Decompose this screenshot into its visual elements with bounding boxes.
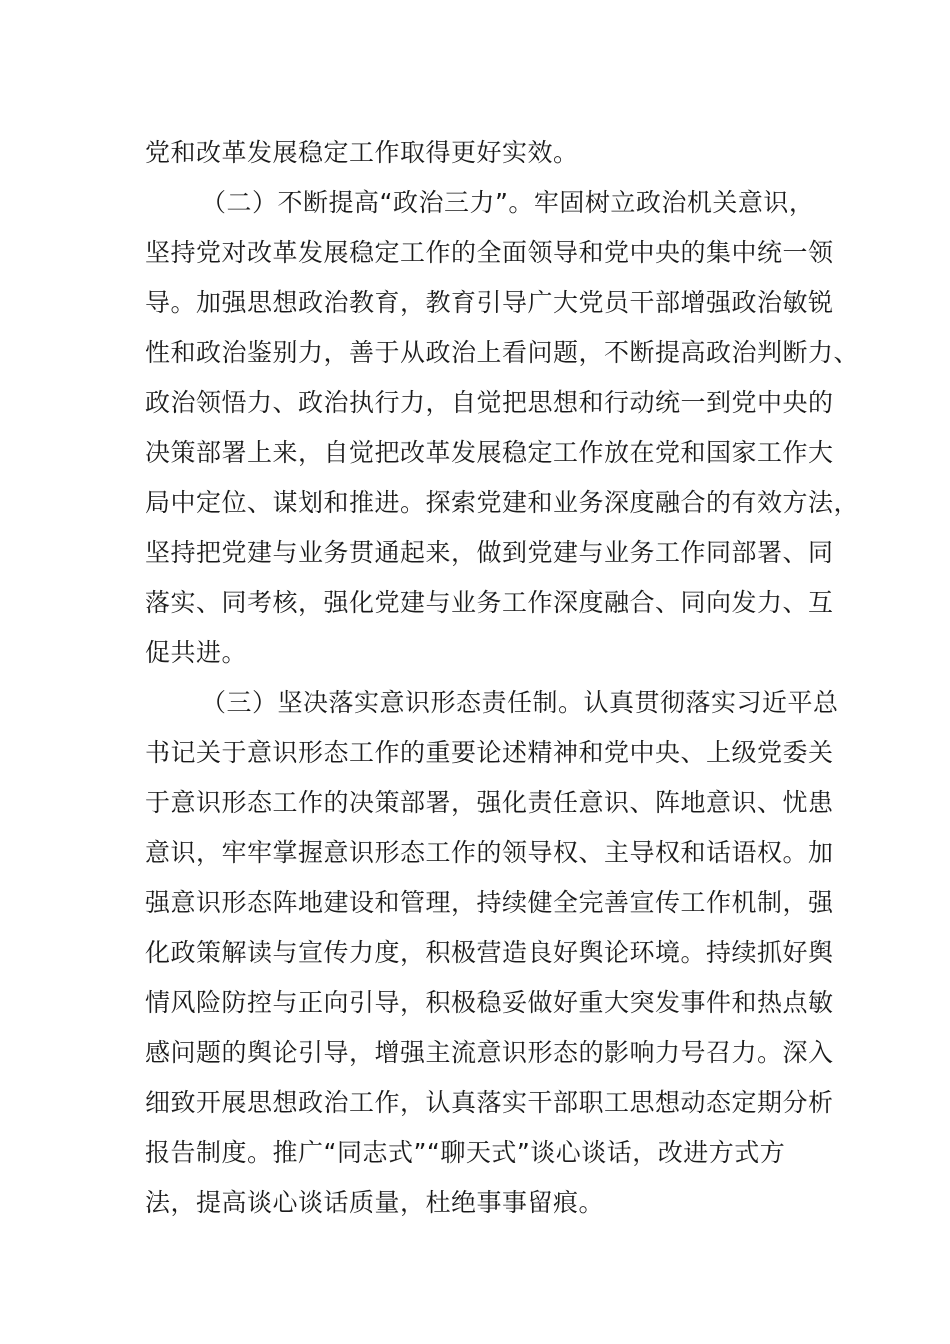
text-line: 坚持把党建与业务贯通起来，做到党建与业务工作同部署、同 bbox=[145, 538, 834, 567]
text-line: 细致开展思想政治工作，认真落实干部职工思想动态定期分析 bbox=[145, 1088, 834, 1117]
text-line: 意识，牢牢掌握意识形态工作的领导权、主导权和话语权。加 bbox=[145, 838, 834, 867]
paragraph-heading-2: （二）不断提高“政治三力”。牢固树立政治机关意识， bbox=[201, 188, 815, 217]
text-line: 化政策解读与宣传力度，积极营造良好舆论环境。持续抓好舆 bbox=[145, 938, 834, 967]
text-line: 报告制度。推广“同志式”“聊天式”谈心谈话，改进方式方 bbox=[145, 1138, 786, 1167]
text-line: 促共进。 bbox=[145, 638, 248, 667]
text-line: 强意识形态阵地建设和管理，持续健全完善宣传工作机制，强 bbox=[145, 888, 834, 917]
text-line: 性和政治鉴别力，善于从政治上看问题，不断提高政治判断力、 bbox=[145, 338, 860, 367]
text-line: 书记关于意识形态工作的重要论述精神和党中央、上级党委关 bbox=[145, 738, 834, 767]
text-line: 坚持党对改革发展稳定工作的全面领导和党中央的集中统一领 bbox=[145, 238, 834, 267]
text-line: 情风险防控与正向引导，积极稳妥做好重大突发事件和热点敏 bbox=[145, 988, 834, 1017]
text-line: 决策部署上来，自觉把改革发展稳定工作放在党和国家工作大 bbox=[145, 438, 834, 467]
text-line: 法，提高谈心谈话质量，杜绝事事留痕。 bbox=[145, 1188, 605, 1217]
paragraph-heading-3: （三）坚决落实意识形态责任制。认真贯彻落实习近平总 bbox=[201, 688, 839, 717]
text-line: 落实、同考核，强化党建与业务工作深度融合、同向发力、互 bbox=[145, 588, 834, 617]
text-line: 感问题的舆论引导，增强主流意识形态的影响力号召力。深入 bbox=[145, 1038, 834, 1067]
text-line: 导。加强思想政治教育，教育引导广大党员干部增强政治敏锐 bbox=[145, 288, 834, 317]
text-line: 局中定位、谋划和推进。探索党建和业务深度融合的有效方法， bbox=[145, 488, 860, 517]
text-line: 党和改革发展稳定工作取得更好实效。 bbox=[145, 138, 579, 167]
text-line: 政治领悟力、政治执行力，自觉把思想和行动统一到党中央的 bbox=[145, 388, 834, 417]
body-text bbox=[145, 128, 860, 1228]
text-line: 于意识形态工作的决策部署，强化责任意识、阵地意识、忧患 bbox=[145, 788, 834, 817]
